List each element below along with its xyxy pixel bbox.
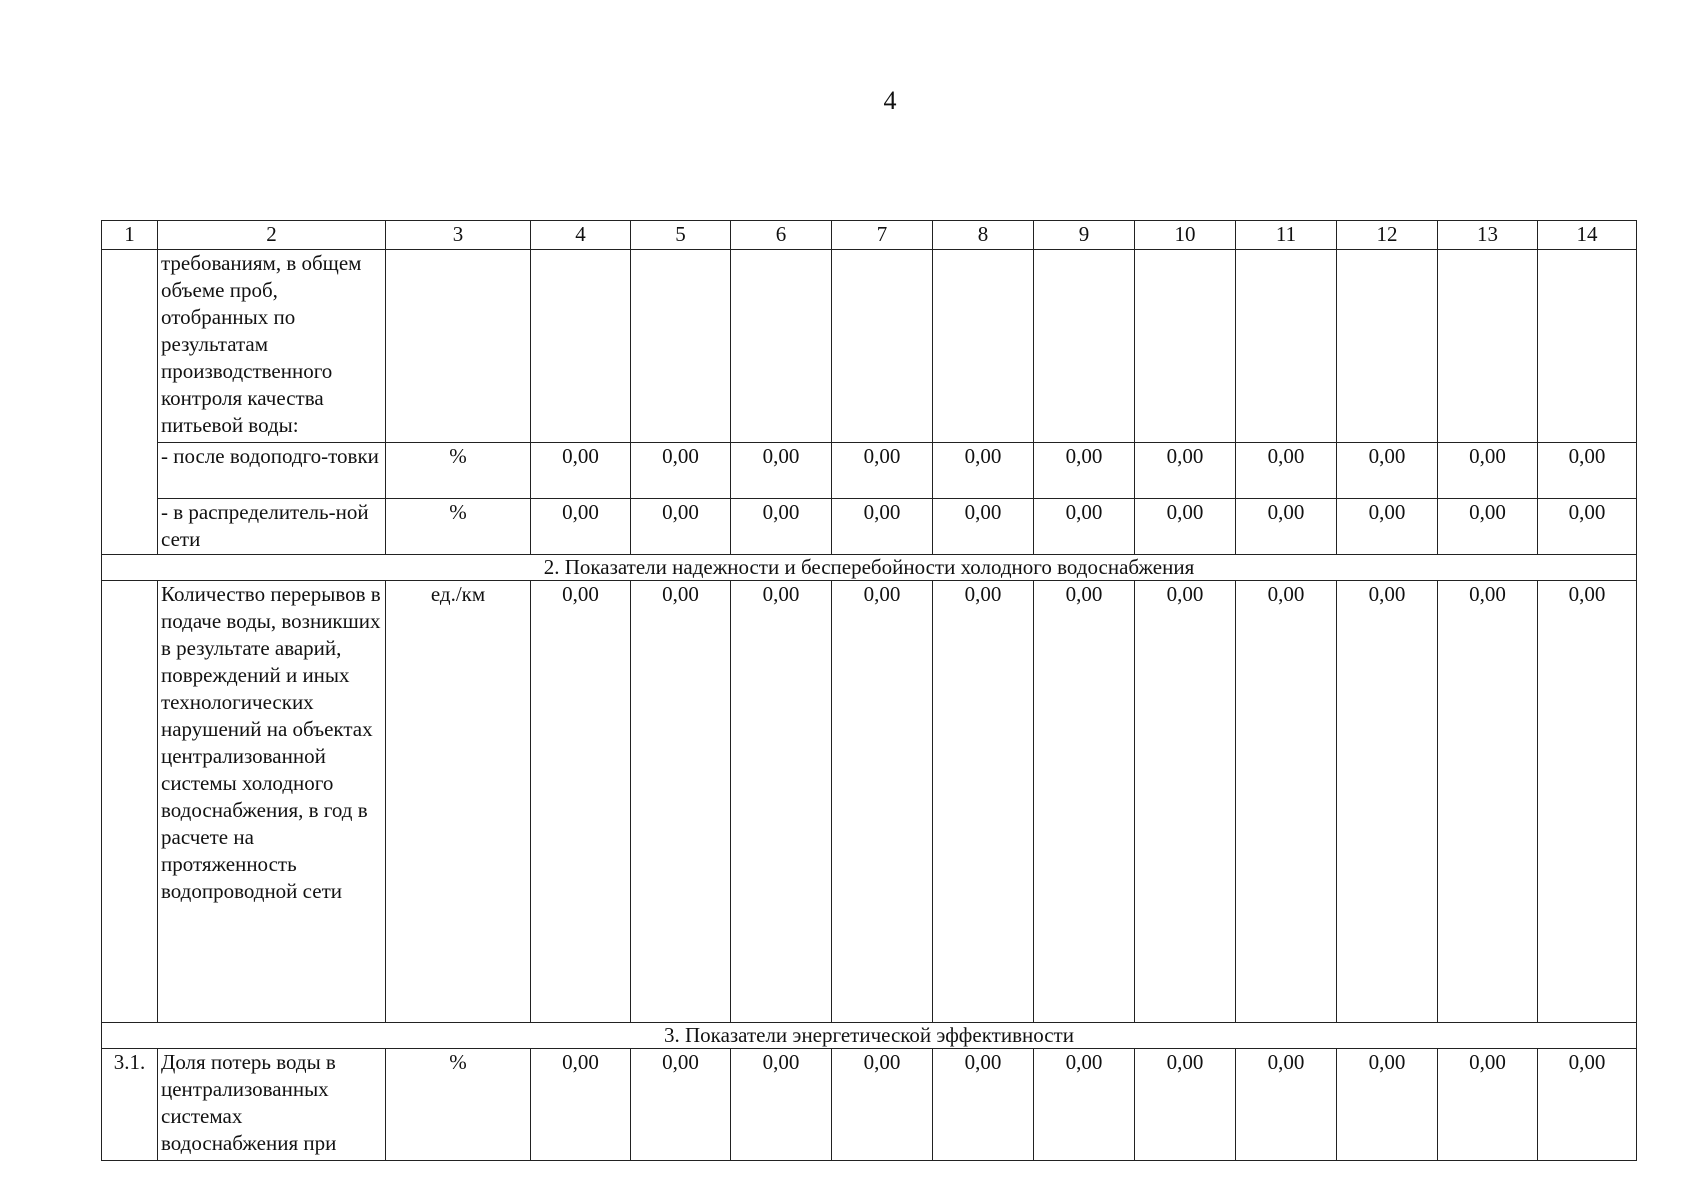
value-cell: 0,00 <box>631 1049 731 1161</box>
header-cell: 12 <box>1337 221 1438 250</box>
indicator-description: требованиям, в общем объеме проб, отобранных по результатам производственного контроля качества питьевой воды: <box>158 250 386 443</box>
empty-cell <box>1538 250 1637 443</box>
section-title: 3. Показатели энергетической эффективности <box>102 1023 1637 1049</box>
table-row-interruptions <box>102 581 1637 1023</box>
empty-cell <box>1034 250 1135 443</box>
value-cell: 0,00 <box>1337 499 1438 555</box>
value-cell: 0,00 <box>1034 1049 1135 1161</box>
value-cell: 0,00 <box>1538 581 1637 1023</box>
header-cell: 11 <box>1236 221 1337 250</box>
empty-cell <box>631 250 731 443</box>
value-cell: 0,00 <box>731 581 832 1023</box>
value-cell: 0,00 <box>1034 499 1135 555</box>
indicators-table <box>101 220 1637 1161</box>
indicator-description: Количество перерывов в подаче воды, возникших в результате аварий, повреждений и иных технологических нарушений на объектах централизованной системы холодного водоснабжения, в год в расчете на протяженность водопроводной сети <box>158 581 386 1023</box>
header-cell: 2 <box>158 221 386 250</box>
header-cell: 8 <box>933 221 1034 250</box>
value-cell: 0,00 <box>933 443 1034 499</box>
column-number-header-row <box>102 221 1637 250</box>
empty-cell <box>1337 250 1438 443</box>
value-cell: 0,00 <box>631 581 731 1023</box>
value-cell: 0,00 <box>531 1049 631 1161</box>
value-cell: 0,00 <box>933 499 1034 555</box>
header-cell: 1 <box>102 221 158 250</box>
row-number-cell <box>102 250 158 555</box>
unit-cell: % <box>386 499 531 555</box>
value-cell: 0,00 <box>1236 499 1337 555</box>
value-cell: 0,00 <box>933 581 1034 1023</box>
row-number-cell: 3.1. <box>102 1049 158 1161</box>
page-number: 4 <box>883 86 897 115</box>
value-cell: 0,00 <box>832 499 933 555</box>
value-cell: 0,00 <box>832 443 933 499</box>
header-cell: 7 <box>832 221 933 250</box>
indicator-description: Доля потерь воды в централизованных системах водоснабжения при <box>158 1049 386 1161</box>
value-cell: 0,00 <box>1337 443 1438 499</box>
section-3-heading-row <box>102 1023 1637 1049</box>
value-cell: 0,00 <box>1034 581 1135 1023</box>
header-cell: 4 <box>531 221 631 250</box>
empty-cell <box>531 250 631 443</box>
empty-cell <box>832 250 933 443</box>
header-cell: 6 <box>731 221 832 250</box>
indicator-description: - в распределитель-ной сети <box>158 499 386 555</box>
table-row-continued <box>102 250 1637 443</box>
value-cell: 0,00 <box>1135 499 1236 555</box>
empty-cell <box>1135 250 1236 443</box>
value-cell: 0,00 <box>1135 581 1236 1023</box>
value-cell: 0,00 <box>731 443 832 499</box>
value-cell: 0,00 <box>1438 443 1538 499</box>
value-cell: 0,00 <box>832 1049 933 1161</box>
value-cell: 0,00 <box>1236 581 1337 1023</box>
value-cell: 0,00 <box>731 499 832 555</box>
value-cell: 0,00 <box>531 581 631 1023</box>
unit-cell: % <box>386 1049 531 1161</box>
table-row-distribution <box>102 499 1637 555</box>
header-cell: 3 <box>386 221 531 250</box>
value-cell: 0,00 <box>1538 499 1637 555</box>
value-cell: 0,00 <box>1337 1049 1438 1161</box>
value-cell: 0,00 <box>531 499 631 555</box>
indicator-description: - после водоподго-товки <box>158 443 386 499</box>
value-cell: 0,00 <box>1438 499 1538 555</box>
empty-cell <box>1236 250 1337 443</box>
value-cell: 0,00 <box>731 1049 832 1161</box>
value-cell: 0,00 <box>1135 1049 1236 1161</box>
value-cell: 0,00 <box>1337 581 1438 1023</box>
section-title: 2. Показатели надежности и бесперебойности холодного водоснабжения <box>102 555 1637 581</box>
value-cell: 0,00 <box>1538 443 1637 499</box>
value-cell: 0,00 <box>1538 1049 1637 1161</box>
header-cell: 14 <box>1538 221 1637 250</box>
row-number-cell <box>102 581 158 1023</box>
unit-cell: ед./км <box>386 581 531 1023</box>
value-cell: 0,00 <box>1438 1049 1538 1161</box>
value-cell: 0,00 <box>1438 581 1538 1023</box>
header-cell: 13 <box>1438 221 1538 250</box>
value-cell: 0,00 <box>1135 443 1236 499</box>
table-row-after-treatment <box>102 443 1637 499</box>
empty-cell <box>731 250 832 443</box>
table-row-water-loss <box>102 1049 1637 1161</box>
empty-cell <box>386 250 531 443</box>
value-cell: 0,00 <box>933 1049 1034 1161</box>
unit-cell: % <box>386 443 531 499</box>
value-cell: 0,00 <box>1034 443 1135 499</box>
header-cell: 5 <box>631 221 731 250</box>
header-cell: 9 <box>1034 221 1135 250</box>
value-cell: 0,00 <box>631 499 731 555</box>
header-cell: 10 <box>1135 221 1236 250</box>
value-cell: 0,00 <box>1236 443 1337 499</box>
section-2-heading-row <box>102 555 1637 581</box>
empty-cell <box>1438 250 1538 443</box>
value-cell: 0,00 <box>1236 1049 1337 1161</box>
empty-cell <box>933 250 1034 443</box>
value-cell: 0,00 <box>631 443 731 499</box>
value-cell: 0,00 <box>531 443 631 499</box>
value-cell: 0,00 <box>832 581 933 1023</box>
